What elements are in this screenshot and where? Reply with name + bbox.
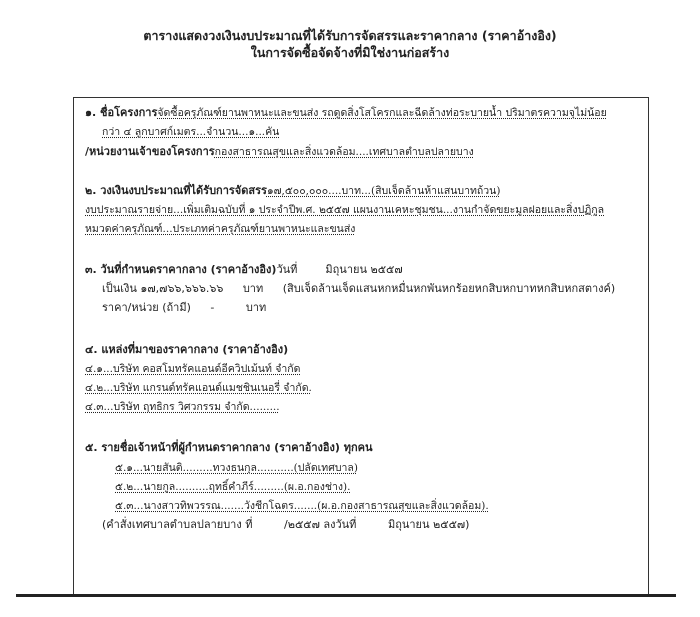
unit-price-label: ราคา/หน่วย (ถ้ามี) (102, 301, 191, 314)
budget-detail-line2: หมวดค่าครุภัณฑ์...ประเภทค่าครุภัณฑ์ยานพาหนะและขนส่ง (85, 223, 356, 235)
official-1: ๕.๑...นายสันติ.........ทวงธนกุล...........(ปลัดเทศบาล) (115, 462, 358, 474)
order-date: มิถุนายน ๒๕๕๗) (387, 518, 470, 531)
order-number: /๒๕๕๗ (283, 518, 320, 531)
budget-amount: ๑๗,๕๐๐,๐๐๐....บาท...(สิบเจ็ดล้านห้าแสนบาทถ้วน) (266, 185, 501, 197)
section2-budget-row (85, 183, 500, 199)
agency-value: กองสาธารณสุขและสิ่งแวดล้อม....เทศบาลตำบลปลายบาง (214, 146, 474, 158)
source-item (85, 380, 312, 396)
project-name-line1: จัดซื้อครุภัณฑ์ยานพาหนะและขนส่ง รถดูดสิ่งโสโครกและฉีดล้างท่อระบายน้ำ ปริมาตรความจุไม่น้อย (157, 107, 607, 119)
section3-amount-row (102, 281, 615, 297)
section3-unit-price-row (102, 300, 266, 316)
bottom-rule (16, 594, 676, 597)
section1-project-row (85, 105, 607, 121)
section3-label: ๓. วันที่กำหนดราคากลาง (ราคาอ้างอิง) (85, 263, 277, 276)
order-text: (คำสั่งเทศบาลตำบลปลายบาง ที่ (102, 518, 253, 531)
section3-date-row (85, 262, 403, 278)
unit-price-currency: บาท (245, 301, 267, 314)
budget-detail-line1: งบประมาณรายจ่าย...เพิ่มเติมฉบับที่ ๑ ประจำปีพ.ศ. ๒๕๕๗ แผนงานเคหะชุมชน...งานกำจัดขยะมูลฝอยและสิ่งปฏิกูล (85, 204, 605, 216)
amount-text: (สิบเจ็ดล้านเจ็ดแสนหกหมื่นหกพันหกร้อยหกสิบหกบาทหกสิบหกสตางค์) (282, 282, 616, 295)
source-1: ๔.๑...บริษัท คอสโมทรัคแอนด์อีควิปเม้นท์ จำกัด (85, 363, 301, 375)
amount-label: เป็นเงิน (102, 282, 137, 295)
agency-label: /หน่วยงานเจ้าของโครงการ (85, 145, 215, 158)
date-label: วันที่ (276, 263, 298, 276)
official-item (115, 498, 489, 514)
section2-detail-row2 (85, 221, 355, 237)
amount-value: ๑๗,๗๖๖,๖๖๖.๖๖ (140, 282, 224, 295)
source-item (85, 399, 280, 415)
order-date-label: ลงวันที่ (323, 518, 357, 531)
official-item (115, 460, 358, 476)
section1-label: ๑. ชื่อโครงการ (85, 106, 158, 119)
section1-agency-row (85, 144, 474, 160)
document-title-line2: ในการจัดซื้อจัดจ้างที่มิใช่งานก่อสร้าง (250, 45, 450, 60)
order-reference-row (102, 517, 469, 533)
section5-label: ๕. รายชื่อเจ้าหน้าที่ผู้กำหนดราคากลาง (ราคาอ้างอิง) ทุกคน (85, 441, 373, 454)
unit-price-value: - (210, 301, 215, 314)
official-item (115, 479, 350, 495)
amount-currency: บาท (242, 282, 264, 295)
section2-detail-row1 (85, 202, 604, 218)
source-3: ๔.๓...บริษัท ฤทธิกร วิศวกรรม จำกัด......... (85, 401, 280, 413)
section1-project-row2 (102, 124, 279, 140)
source-2: ๔.๒...บริษัท แกรนด์ทรัคแอนด์แมชชินเนอรี่ จำกัด. (85, 382, 312, 394)
date-value: มิถุนายน ๒๕๕๗ (325, 263, 403, 276)
document-title-line1: ตารางแสดงวงเงินงบประมาณที่ได้รับการจัดสรรและราคากลาง (ราคาอ้างอิง) (143, 28, 557, 43)
official-2: ๕.๒...นายกูล..........ฤทธิ์คำภีร์.........(ผ.อ.กองช่าง). (115, 481, 351, 493)
source-item (85, 361, 300, 377)
project-name-line2: กว่า ๔ ลูกบาศก์เมตร...จำนวน...๑...คัน (102, 126, 280, 138)
official-3: ๕.๓...นางสาวทิพวรรณ.......วังชีกโฉตร.......(ผ.อ.กองสาธารณสุขและสิ่งแวดล้อม). (115, 500, 489, 512)
section2-label: ๒. วงเงินงบประมาณที่ได้รับการจัดสรร (85, 184, 267, 197)
section4-label: ๔. แหล่งที่มาของราคากลาง (ราคาอ้างอิง) (85, 343, 289, 356)
